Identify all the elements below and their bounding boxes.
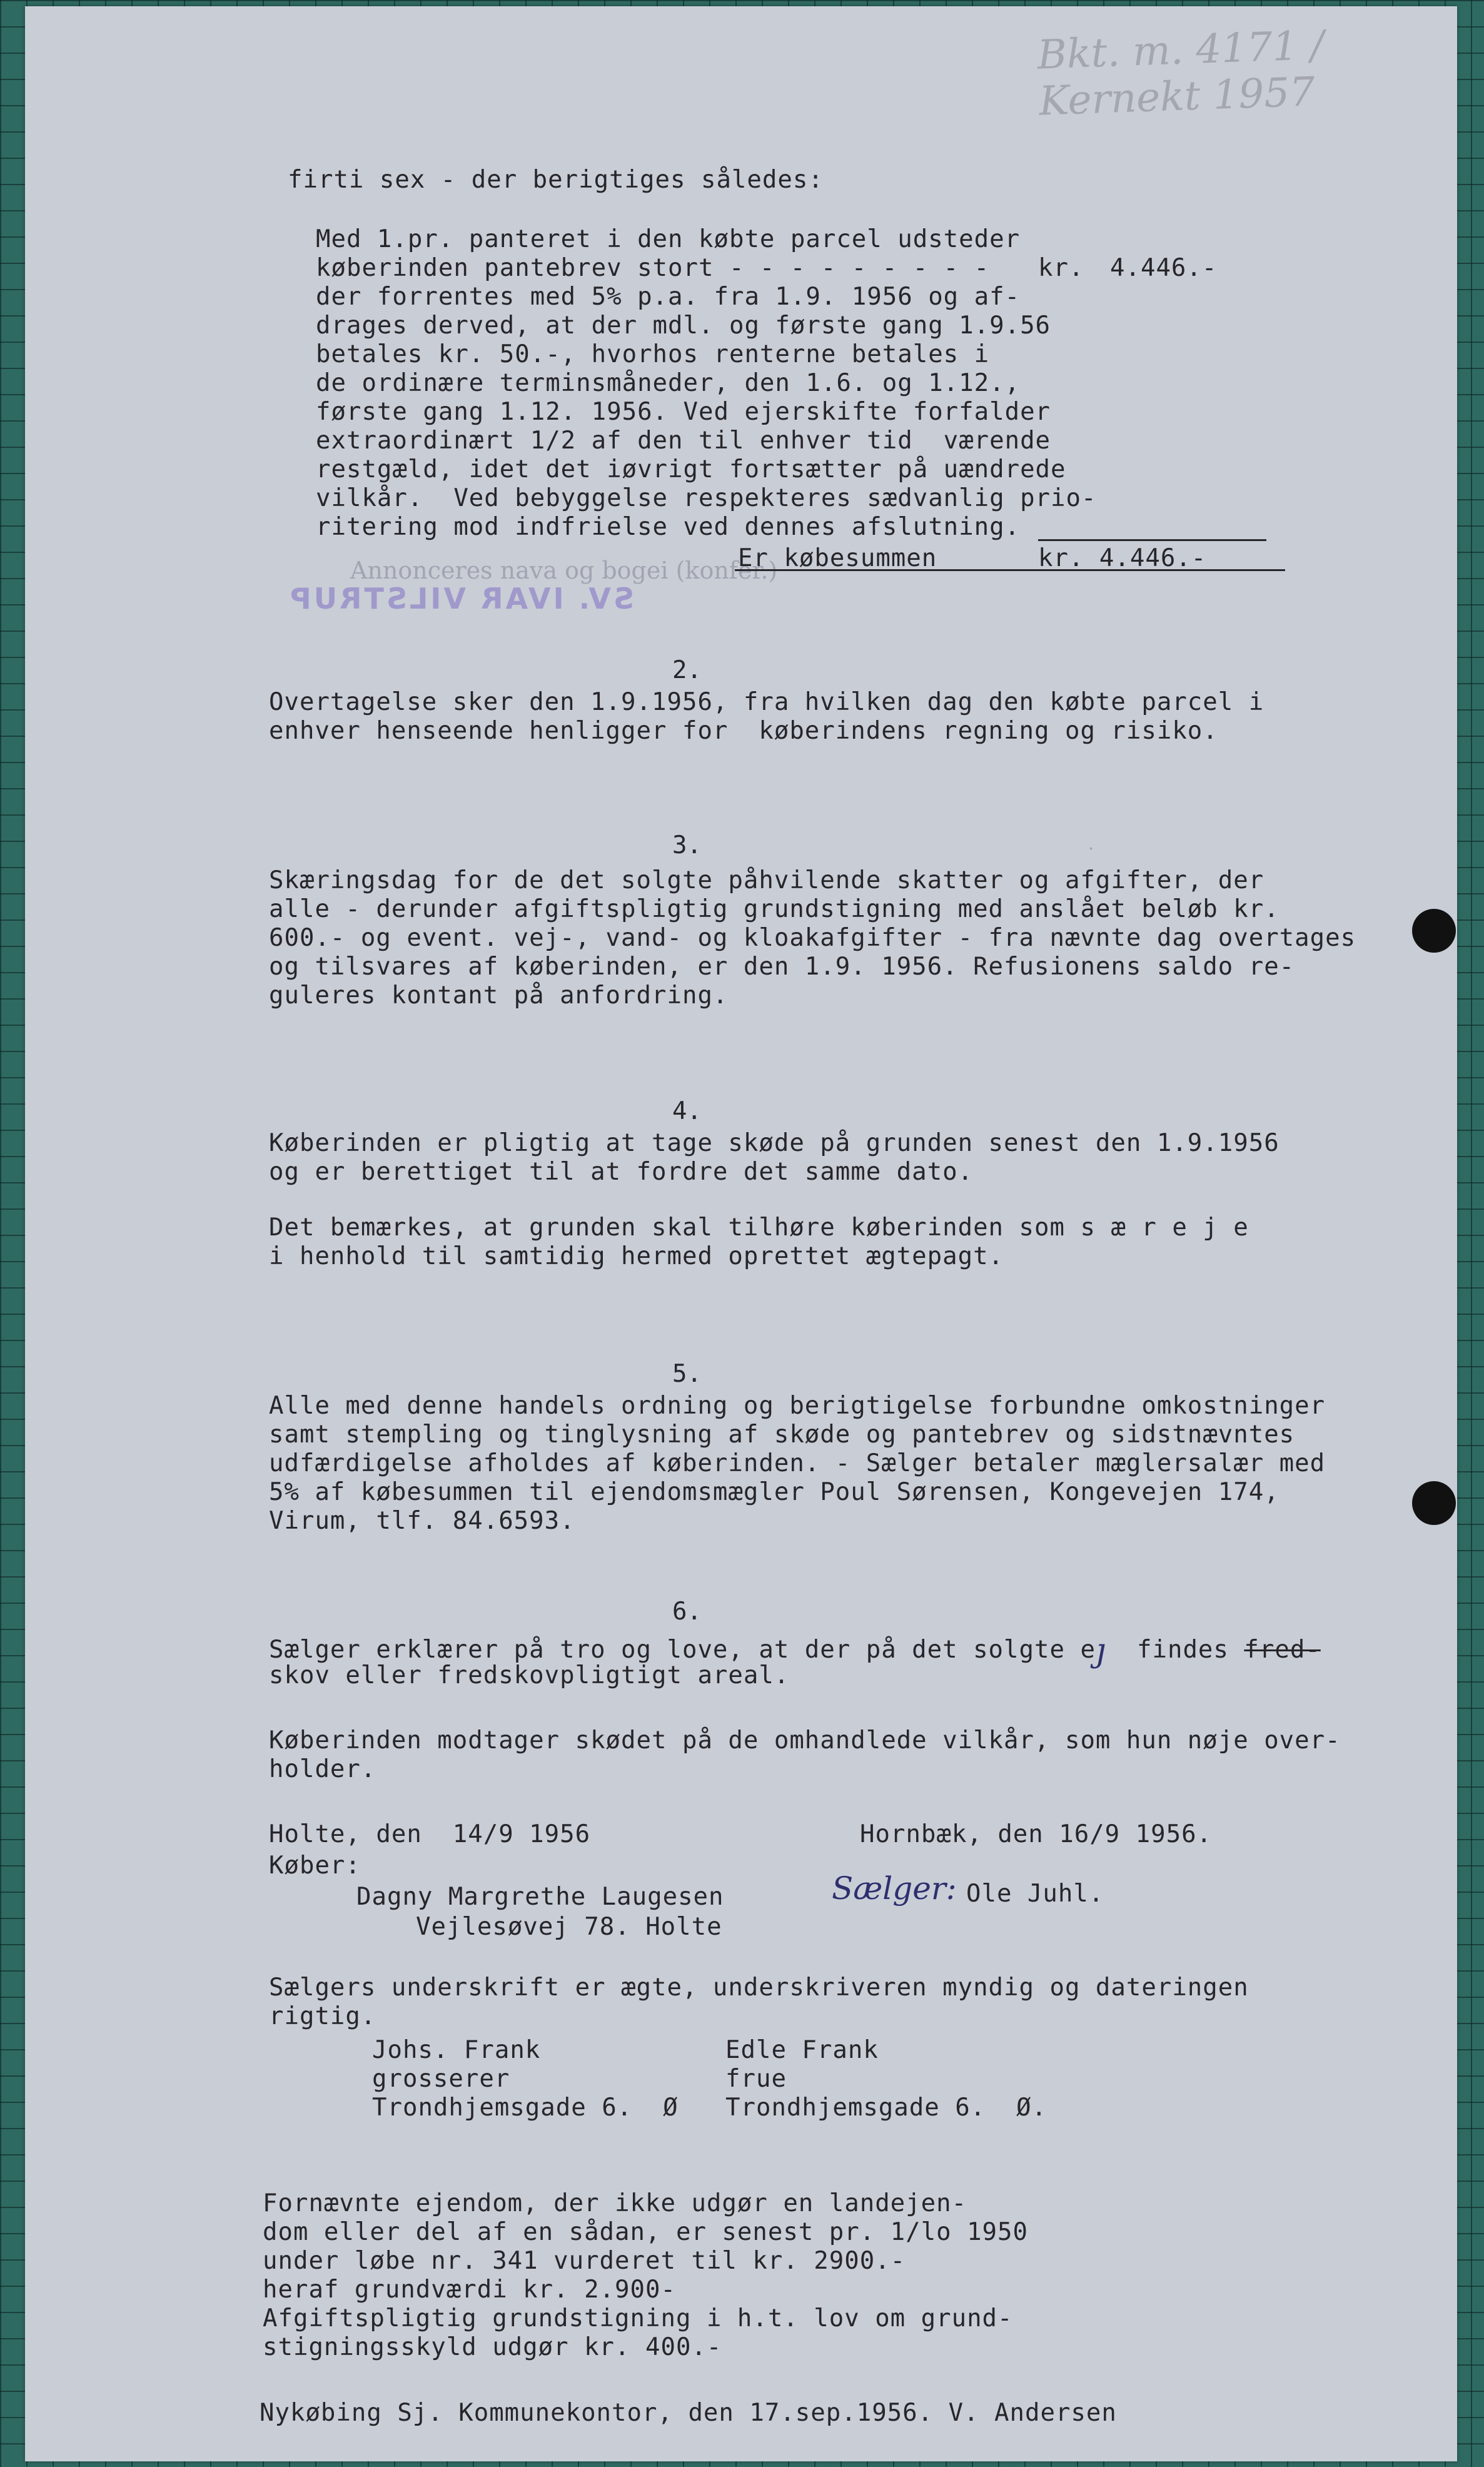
witness-1: Johs. Frank grosserer Trondhjemsgade 6. Ø <box>372 2036 679 2122</box>
payment-line: extraordinært 1/2 af den til enhver tid værende <box>316 427 1051 455</box>
seller-name: Ole Juhl. <box>966 1880 1104 1908</box>
payment-line: restgæld, idet det iøvrigt fortsætter på uændrede <box>316 455 1066 484</box>
seller-place-date: Hornbæk, den 16/9 1956. <box>860 1820 1213 1848</box>
payment-line: første gang 1.12. 1956. Ved ejerskifte forfalder <box>316 398 1051 426</box>
witness-statement: Sælgers underskrift er ægte, underskriveren myndig og dateringen rigtig. <box>269 1973 1249 2030</box>
section-6-part: findes <box>1106 1636 1229 1664</box>
section-4-text: Køberinden er pligtig at tage skøde på grunden senest den 1.9.1956 og er berettiget til at fordre det samme dato. <box>269 1129 1280 1186</box>
section-number: 2. <box>672 656 702 684</box>
punch-hole <box>1412 1481 1456 1525</box>
pencil-annotation: Bkt. m. 4171 / Kernekt 1957 <box>1036 22 1325 125</box>
section-number: 3. <box>672 831 702 859</box>
payment-line: ritering mod indfrielse ved dennes afslutning. <box>316 513 1021 541</box>
valuation-text: Fornævnte ejendom, der ikke udgør en landejen- dom eller del af en sådan, er senest pr. 1/lo 1950 under løbe nr. 341 vurderet til kr. 2900.- heraf grundværdi kr. 2.900- Afgiftspligtig grundstigning i h.t. lov om grund- stigningsskyld udgør kr. 400.- <box>263 2189 1028 2361</box>
handwritten-mark: ȷ <box>1095 1632 1107 1669</box>
buyer-label: Køber: <box>269 1852 361 1880</box>
payment-line: de ordinære terminsmåneder, den 1.6. og 1.12., <box>316 369 1021 397</box>
payment-line: Med 1.pr. panteret i den købte parcel udsteder <box>316 225 1021 253</box>
payment-line: køberinden pantebrev stort - - - - - - - - - <box>316 254 990 282</box>
total-underline <box>735 569 1285 571</box>
seller-handwritten-label: Sælger: <box>832 1870 957 1907</box>
witness-2: Edle Frank frue Trondhjemsgade 6. Ø. <box>725 2036 1047 2122</box>
mirrored-stamp: SV. IVAR VILSTRUP <box>288 582 634 615</box>
payment-line: drages derved, at der mdl. og første gang 1.9.56 <box>316 312 1051 340</box>
payment-line: vilkår. Ved bebyggelse respekteres sædvanlig prio- <box>316 484 1097 512</box>
bleedthrough-text: · <box>1088 838 1094 860</box>
section-6-text-2: Køberinden modtager skødet på de omhandlede vilkår, som hun nøje over- holder. <box>269 1726 1341 1783</box>
section-2-text: Overtagelse sker den 1.9.1956, fra hvilken dag den købte parcel i enhver henseende henligger for køberindens regning og risiko. <box>269 688 1264 745</box>
buyer-place-date: Holte, den 14/9 1956 <box>269 1820 591 1848</box>
sum-rule <box>1038 539 1266 541</box>
section-6-text-cont: skov eller fredskovpligtigt areal. <box>269 1661 790 1689</box>
total-label: Er købesummen <box>738 544 937 572</box>
payment-line: betales kr. 50.-, hvorhos renterne betales i <box>316 340 990 368</box>
amount-value: 4.446.- <box>1110 254 1218 282</box>
intro-line: firti sex - der berigtiges således: <box>288 166 824 194</box>
section-number: 4. <box>672 1097 702 1125</box>
total-value: kr. 4.446.- <box>1038 544 1207 572</box>
section-6-text <box>269 1632 1321 1669</box>
section-4-text-2: Det bemærkes, at grunden skal tilhøre køberinden som s æ r e j e i henhold til samtidig hermed oprettet ægtepagt. <box>269 1213 1249 1270</box>
buyer-name: Dagny Margrethe Laugesen <box>356 1883 724 1911</box>
punch-hole <box>1412 909 1456 953</box>
section-number: 6. <box>672 1598 702 1626</box>
buyer-address: Vejlesøvej 78. Holte <box>416 1913 722 1941</box>
section-3-text: Skæringsdag for de det solgte påhvilende skatter og afgifter, der alle - derunder afgiftspligtig grundstigning med anslået beløb kr. 600.- og event. vej-, vand- og kloakafgifter - fra nævnte dag overtages og tilsvares af køberinden, er den 1.9. 1956. Refusionens saldo re- guleres kontant på anfordring. <box>269 866 1356 1010</box>
bleedthrough-text: Annonceres nava og bogei (konfer.) <box>350 557 778 584</box>
payment-line: der forrentes med 5% p.a. fra 1.9. 1956 og af- <box>316 283 1021 311</box>
section-6-part: Sælger erklærer på tro og love, at der på det solgte e <box>269 1636 1096 1664</box>
section-number: 5. <box>672 1360 702 1388</box>
section-5-text: Alle med denne handels ordning og berigtigelse forbundne omkostninger samt stempling og tinglysning af skøde og pantebrev og sidstnævntes udfærdigelse afholdes af køberinden. - Sælger betaler mæglersalær med 5% af købesummen til ejendomsmægler Poul Sørensen, Kongevejen 174, Virum, tlf. 84.6593. <box>269 1392 1326 1535</box>
amount-label: kr. <box>1038 254 1084 282</box>
struck-word: fred- <box>1244 1636 1321 1664</box>
municipal-office-line: Nykøbing Sj. Kommunekontor, den 17.sep.1956. V. Andersen <box>260 2399 1117 2427</box>
